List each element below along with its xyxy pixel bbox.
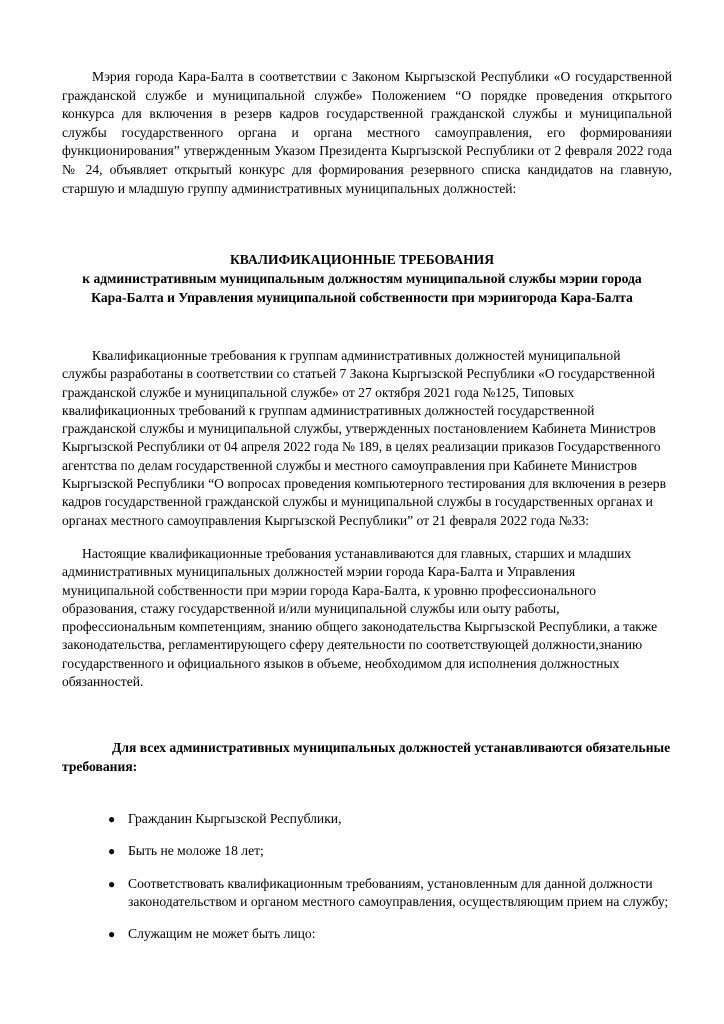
requirement-text: Быть не моложе 18 лет; [128, 843, 264, 859]
bullet-icon: ● [108, 844, 116, 859]
list-item [62, 925, 672, 943]
list-item [62, 810, 672, 828]
list-item [62, 842, 672, 860]
heading-title: КВАЛИФИКАЦИОННЫЕ ТРЕБОВАНИЯ [229, 252, 495, 267]
bullet-icon: ● [108, 927, 116, 942]
list-item [62, 875, 672, 912]
requirements-list [62, 810, 672, 957]
requirement-text: Служащим не может быть лицо: [128, 926, 316, 942]
intro-paragraph: Мэрия города Кара-Балта в соответствии с Законом Кыргызской Республики «О государственной гражданской службе и муниципальной службе» Положением “О порядке проведения открытого конкурса для включения в резерв кадров государственной гражданской службы и муниципальной службы государственного органа и органа местного самоуправления, его формированияи функционирования” утвержденным Указом Президента Кыргызской Республики от 2 февраля 2022 года № 24, объявляет открытый конкурс для формирования резервного списка кандидатов на главную, старшую и младшую группу административных муниципальных должностей: [62, 69, 672, 196]
bullet-icon: ● [108, 876, 116, 891]
heading-subtitle-line-1: к административным муниципальным должностям муниципальной службы мэрии города [82, 271, 642, 286]
qualification-heading [40, 250, 684, 307]
requirement-text: Гражданин Кыргызской Республики, [128, 811, 342, 826]
requirement-text: Соответствовать квалификационным требованиям, установленным для данной должности законодательством и органом местного самоуправления, осуществляющим прием на службу; [128, 875, 669, 909]
legal-basis-paragraph: Квалификационные требования к группам административных должностей муниципальной службы разработаны в соответствии со статьей 7 Закона Кыргызской Республики «О государственной гражданской службе и муниципальной службе» от 27 октября 2021 года №125, Типовых квалификационных требований к группам административных должностей государственной гражданской службы и муниципальной службы, утвержденных постановлением Кабинета Министров Кыргызской Республики от 04 апреля 2022 года № 189, в целях реализации приказов Государственного агентства по делам государственной службы и местного самоуправления при Кабинете Министров Кыргызской Республики “О вопросах проведения компьютерного тестирования для включения в резерв кадров государственной гражданской службы и муниципальной службы в государственных органах и органах местного самоуправления Кыргызской Республики” от 21 февраля 2022 года №33: [62, 348, 667, 528]
bullet-icon: ● [108, 812, 116, 826]
heading-subtitle-line-2: Кара-Балта и Управления муниципальной собственности при мэриигорода Кара-Балта [91, 290, 633, 305]
scope-paragraph: Настоящие квалификационные требования устанавливаются для главных, старших и младших административных муниципальных должностей мэрии города Кара-Балта и Управления муниципальной собственности при мэрии города Кара-Балта, к уровню профессионального образования, стажу государственной и/или муниципальной службы или оыту работы, профессиональным компетенциям, знанию общего законодательства Кыргызской Республики, а также законодательства, регламентирующего сферу деятельности по соответствующей должности,знанию государственного и официального языков в объеме, необходимом для исполнения должностных обязанностей. [62, 546, 658, 690]
requirements-heading: Для всех административных муниципальных должностей устанавливаются обязательные требования: [62, 740, 671, 774]
